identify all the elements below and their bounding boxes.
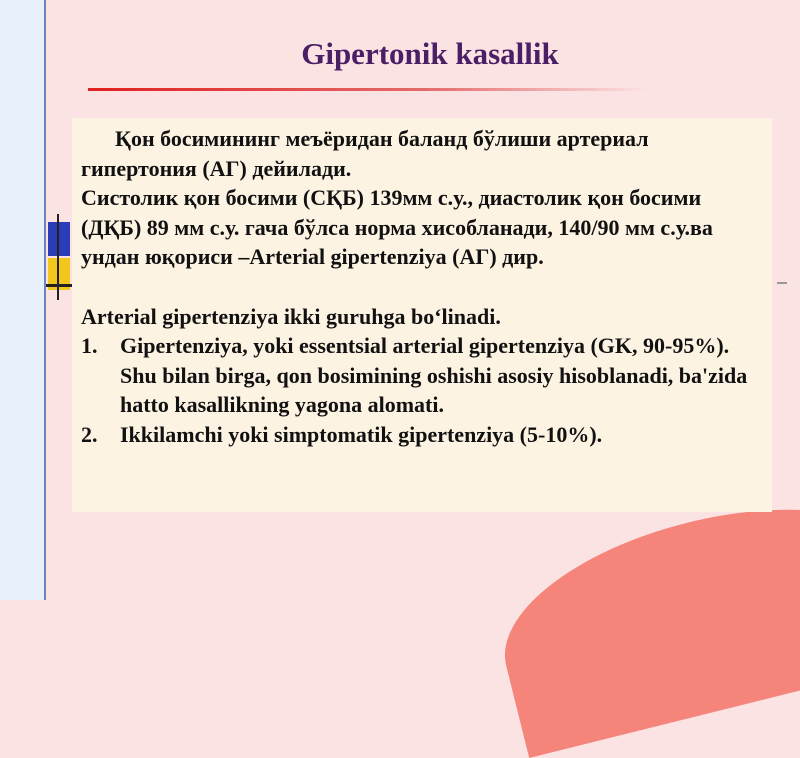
list-item-text: Ikkilamchi yoki simptomatik gipertenziya (5-10%). <box>120 421 603 447</box>
paragraph-norms: Систолик қон босими (СҚБ) 139мм с.у., диастолик қон босими (ДҚБ) 89 мм с.у. гача бўлса норма хисобланади, 140/90 мм с.у.ва ундан юқориси –Arterial gipertenziya (АГ) дир. <box>81 185 713 269</box>
list-item-text: Gipertenziya, yoki essentsial arterial gipertenziya (GK, 90-95%). Shu bilan birga, qon bosimining oshishi asosiy hisoblanadi, ba'zida hatto kasallikning yagona alomati. <box>120 333 748 417</box>
slide-title: Gipertonik kasallik <box>301 36 559 71</box>
deco-cross-line-v <box>57 214 59 300</box>
list-item-number: 2. <box>81 421 98 447</box>
deco-right-tick <box>777 282 787 284</box>
deco-blue-block <box>48 222 70 256</box>
title-underline <box>88 88 648 91</box>
left-decor-stripe <box>0 0 46 600</box>
paragraph-definition <box>81 124 764 183</box>
paragraph-groups-intro: Arterial gipertenziya ikki guruhga bo‘linadi. <box>81 303 501 329</box>
paragraph-definition-text: Қон босимининг меъёридан баланд бўлиши артериал гипертония (АГ) дейилади. <box>81 126 649 181</box>
list-item <box>81 331 764 420</box>
groups-list <box>81 331 764 449</box>
list-item-number: 1. <box>81 333 98 358</box>
content-box <box>72 118 772 512</box>
deco-cross-line-h <box>46 284 72 287</box>
list-item <box>81 420 764 450</box>
corner-decor-swoosh <box>483 472 800 758</box>
